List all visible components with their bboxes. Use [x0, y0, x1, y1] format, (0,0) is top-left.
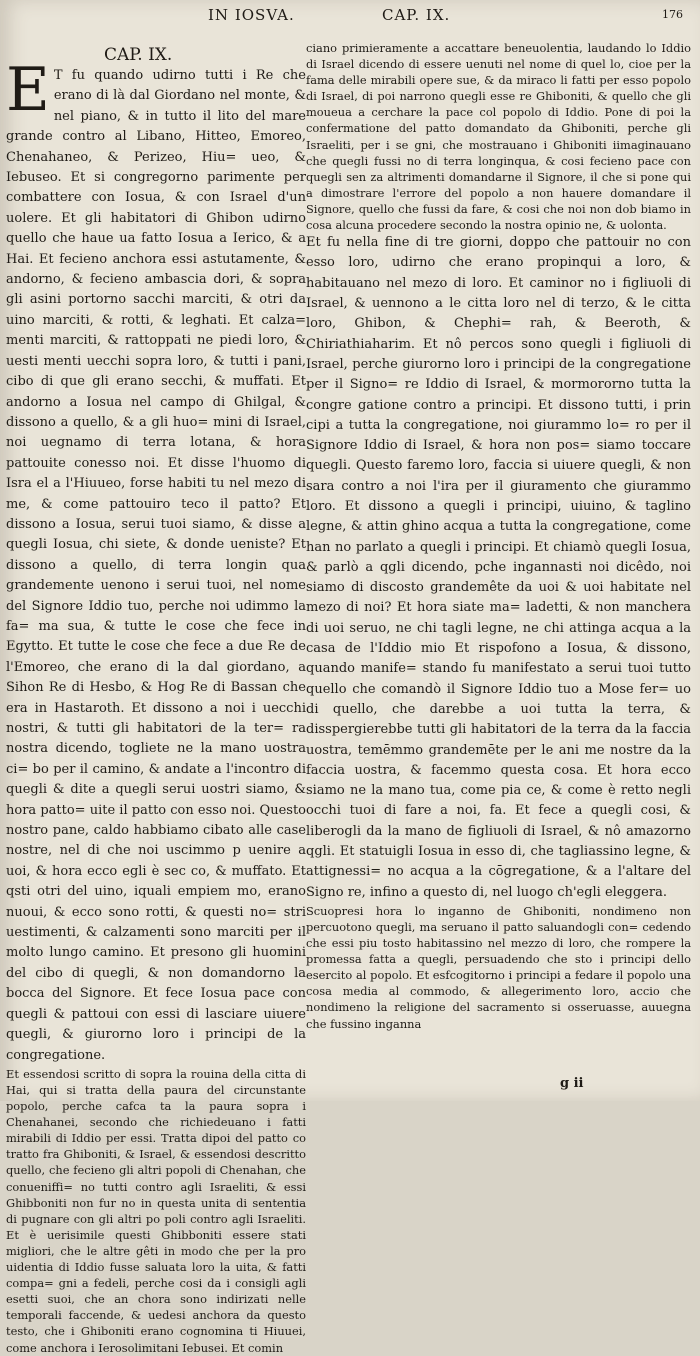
commentary-continued: ciano primieramente a accattare beneuolentia, laudando lo Iddio di Israel dicendo di essere uenuti nel nome di quel lo, cioe per la fama delle mirabili opere sue, & da miraco li fatti per esso popolo di Israel, di poi narrono quegli esse re Ghiboniti, & quello che gli moueua a cerchare la pace col popolo di Iddio. Pone di poi la confermatione del patto domandato da Ghiboniti, perche gli Israeliti, per i se gni, che mostrauano i Ghiboniti iimaginauano che quegli fussi no di terra longinqua, & cosi fecieno pace con quegli sen za altrimenti domandarne il Signore, il che si pone qui a dimostrare l'errore del popolo a non hauere domandare il Signore, quello che fussi da fare, & cosi che noi non dob biamo in cosa alcuna procedere secondo la nostra opinio ne, & uolonta. — [306, 41, 691, 233]
signature-mark: g ii — [560, 1076, 584, 1091]
page-number: 176 — [662, 8, 683, 21]
scripture-text-continued: Et fu nella fine di tre giorni, doppo che pattouir no con esso loro, udirno che erano propinqui a loro, & habitauano nel mezo di loro. Et caminor no i figliuoli di Israel, & uennono a le citta loro nel di terzo, & le citta loro, Ghibon, & Chephi= rah, & Beeroth, & Chiriathiaharim. Et nô percos sono quegli i figliuoli di Israel, perche giurorno loro i principi de la congregatione per il Signo= re Iddio di Israel, & mormororno tutta la congre gatione contro a principi. Et dissono tutti, i prin cipi a tutta la congregatione, noi giurammo lo= ro per il Signore Iddio di Israel, & hora non pos= siamo toccare quegli. Questo faremo loro, faccia si uiuere quegli, & non sara contro a noi l'ira per il giuramento che giurammo loro. Et dissono a quegli i principi, uiuino, & taglino legne, & attin ghino acqua a tutta la congregatione, come han no parlato a quegli i principi. Et chiamò quegli Iosua, & parlò a qgli dicendo, pche ingannasti noi dicêdo, noi siamo di discosto grandemête da uoi & uoi habitate nel mezo di noi? Et hora siate ma= ladetti, & non manchera di uoi seruo, ne chi tagli legne, ne chi attinga acqua a la casa de l'Iddio mio Et rispofono a Iosua, & dissono, quando manife= stando fu manifestato a serui tuoi tutto quello che comandò il Signore Iddio tuo a Mose fer= uo di quello, che darebbe a uoi tutta la terra, & disspergierebbe tutti gli habitatori de la terra da la faccia uostra, temēmmo grandemēte per le ani me nostre da la faccia uostra, & facemmo questa cosa. Et hora ecco siamo ne la mano tua, come pia ce, & come è retto negli occhi tuoi di fare a noi, fa. Et fece a quegli cosi, & liberogli da la mano de figliuoli di Israel, & nô amazorno qgli. Et statuigli Iosua in esso di, che tagliassino legne, & attignessi= no acqua a la cōgregatione, & a l'altare del Signo re, infino a questo di, nel luogo ch'egli eleggera. — [306, 235, 691, 900]
left-column — [6, 46, 306, 1356]
running-header — [0, 4, 700, 30]
chapter-heading: CAP. IX. — [104, 45, 173, 65]
drop-cap: E — [6, 55, 50, 125]
commentary-text: Et essendosi scritto di sopra la rouina della citta di Hai, qui si tratta della paura del circunstante popolo, perche cafca ta la paura sopra i Chenahanei, secondo che richiedeuano i fatti mirabili di Iddio per essi. Tratta dipoi del patto co tratto fra Ghiboniti, & Israel, & essendosi descritto quello, che fecieno gli altri popoli di Chenahan, che conueniffi= no tutti contro agli Israeliti, & essi Ghibboniti non fur no in questa unita di sententia di pugnare con gli altri po poli contro agli Israeliti. Et è uerisimile questi Ghibboniti essere stati migliori, che le altre gêti in modo che per la pro uidentia di Iddio fusse saluata loro la uita, & fatti compa= gni a fedeli, perche cosi da i consigli agli esetti suoi, che an chora sono indirizati nelle temporali faccende, & uedesi anchora da questo testo, che i Ghiboniti erano cognomina ti Hiuuei, come anchora i Ierosolimitani Iebusei. Et comin — [6, 1066, 306, 1355]
header-book-title: IN IOSVA. — [208, 6, 295, 24]
scripture-body: T fu quando udirno tutti i Re che erano di là dal Giordano nel monte, & nel piano, & in tutto il lito del mare grande contro al Libano, Hitteo, Emoreo, Chenahaneo, & Perizeo, Hiu= ueo, & Iebuseo. Et si congregorno parimente per combattere con Iosua, & con Israel d'un uolere. Et gli habitatori di Ghibon udirno quello che haue ua fatto Iosua a Ierico, & a Hai. Et fecieno anchora essi astutamente, & andorno, & fecieno ambascia dori, & sopra gli asini portorno sacchi marciti, & otri da uino marciti, & rotti, & leghati. Et calza= menti marciti, & rattoppati ne piedi loro, & uesti menti uecchi sopra loro, & tutti i pani, cibo di que gli erano secchi, & muffati. Et andorno a Iosua nel campo di Ghilgal, & dissono a quello, & a gli huo= mini di Israel, noi uegnamo di terra lotana, & hora pattouite conesso noi. Et disse l'huomo di Isra el a l'Hiuueo, forse habiti tu nel mezo di me, & come pattouiro teco il patto? Et dissono a Iosua, serui tuoi siamo, & disse a quegli Iosua, chi siete, & donde ueniste? Et dissono a quello, di terra longin qua grandemente uenono i serui tuoi, nel nome del Signore Iddio tuo, perche noi udimmo la fa= ma sua, & tutte le cose che fece in Egytto. Et tutte le cose che fece a due Re de l'Emoreo, che erano di la dal giordano, a Sihon Re di Hesbo, & Hog Re di Bassan che era in Hastaroth. Et dissono a noi i uecchi nostri, & tutti gli habitatori de la ter= ra nostra dicendo, togliete ne la mano uostra ci= bo per il camino, & andate a l'incontro di quegli & dite a quegli serui uostri siamo, & hora patto= uite il patto con esso noi. Questo nostro pane, caldo habbiamo cibato alle case nostre, nel di che noi uscimmo p uenire a uoi, & hora ecco egli è sec co, & muffato. Et qsti otri del uino, iquali empiem mo, erano nuoui, & ecco sono rotti, & questi no= stri uestimenti, & calzamenti sono marciti per il molto lungo camino. Et presono gli huomini del cibo di quegli, & non domandorno la bocca del Signore. Et fece Iosua pace con quegli & pattoui con essi di lasciare uiuere quegli, & giurorno loro i principi de la congregatione. — [6, 68, 306, 1063]
right-column — [306, 40, 691, 1032]
header-chapter: CAP. IX. — [382, 6, 451, 24]
commentary-final: Scuopresi hora lo inganno de Ghiboniti, nondimeno non percuotono quegli, ma seruano il patto saluandogli con= cedendo che essi piu tosto habitassino nel mezzo di loro, che rompere la promessa fatta a quegli, persuadendo che sto i principi dello esercito al popolo. Et esfcogitorno i principi a fedare il popolo una cosa media al commodo, & allegerimento loro, accio che nondimeno la religione del sacramento si osseruasse, auuegna che fussino inganna — [306, 903, 691, 1031]
